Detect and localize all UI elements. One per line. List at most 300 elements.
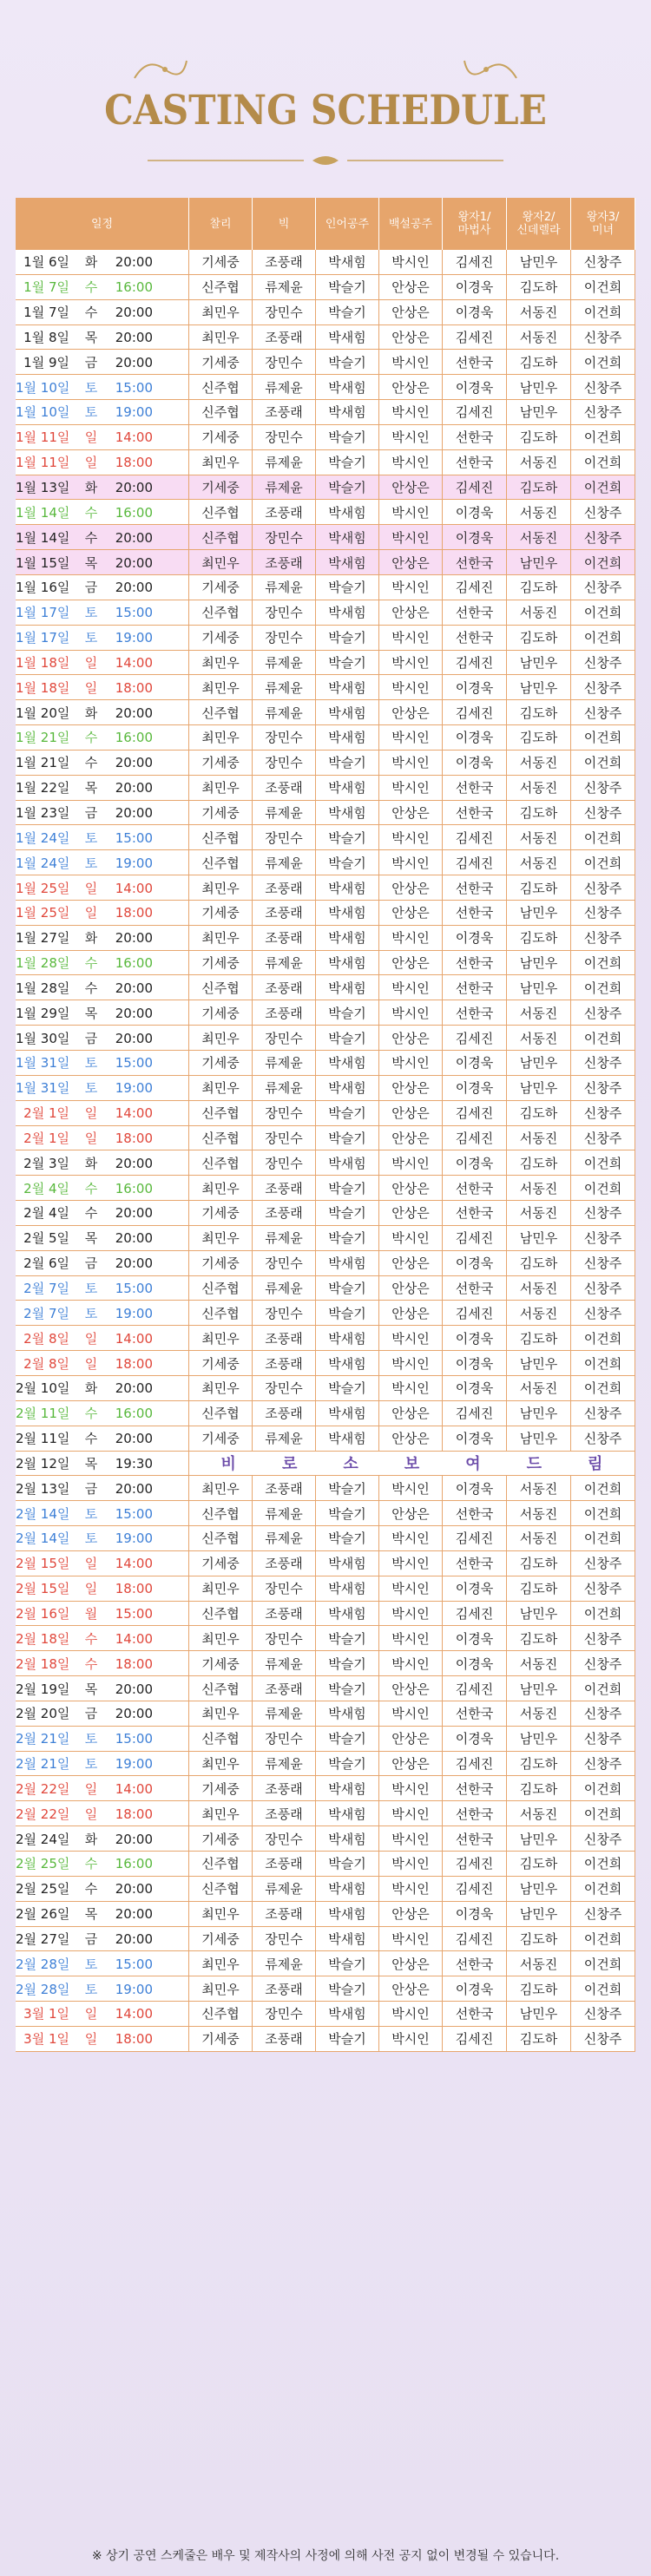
time-text: 16:00 — [115, 504, 153, 521]
cast-cell: 김세진 — [443, 1301, 507, 1326]
table-row — [16, 1801, 635, 1826]
cast-cell: 장민수 — [253, 1727, 316, 1752]
schedule-cell — [16, 1551, 189, 1576]
date-text: 1월 6일 — [23, 254, 69, 271]
cast-cell: 기세중 — [189, 1651, 253, 1676]
cast-cell: 서동진 — [507, 1501, 571, 1526]
schedule-cell — [16, 850, 189, 875]
table-row — [16, 2002, 635, 2027]
cast-cell: 서동진 — [507, 325, 571, 351]
day-text: 토 — [84, 1531, 98, 1547]
cast-cell: 남민우 — [507, 1076, 571, 1101]
cast-cell: 류제윤 — [253, 475, 316, 501]
day-text: 일 — [84, 1330, 98, 1347]
cast-cell: 신주협 — [189, 1401, 253, 1426]
table-row — [16, 400, 635, 425]
cast-cell: 최민우 — [189, 550, 253, 575]
cast-cell: 최민우 — [189, 1476, 253, 1501]
table-row — [16, 450, 635, 475]
day-text: 화 — [84, 1831, 98, 1847]
cast-cell: 박새힘 — [316, 400, 379, 425]
cast-cell: 박시인 — [379, 1051, 443, 1076]
date-text: 1월 28일 — [16, 980, 70, 996]
cast-cell: 박시인 — [379, 1526, 443, 1551]
time-text: 20:00 — [115, 354, 153, 370]
day-text: 토 — [84, 605, 98, 621]
cast-cell: 이건희 — [571, 1927, 635, 1952]
cast-cell: 박새힘 — [316, 550, 379, 575]
cast-cell: 박슬기 — [316, 1727, 379, 1752]
schedule-cell — [16, 450, 189, 475]
cast-cell: 안상은 — [379, 1752, 443, 1777]
schedule-cell — [16, 651, 189, 676]
cast-cell: 안상은 — [379, 600, 443, 626]
time-text: 15:00 — [115, 1055, 153, 1072]
time-text: 15:00 — [115, 605, 153, 621]
cast-cell: 박새힘 — [316, 1776, 379, 1801]
cast-cell: 최민우 — [189, 1226, 253, 1251]
cast-cell: 장민수 — [253, 525, 316, 550]
cast-cell: 박시인 — [379, 1351, 443, 1376]
cast-cell: 김도하 — [507, 1326, 571, 1351]
date-text: 1월 30일 — [16, 1030, 70, 1046]
date-text: 2월 25일 — [16, 1881, 70, 1898]
cast-cell: 최민우 — [189, 1076, 253, 1101]
cast-cell: 이건희 — [571, 725, 635, 751]
date-text: 1월 10일 — [16, 404, 70, 421]
table-row — [16, 250, 635, 275]
cast-cell: 안상은 — [379, 1401, 443, 1426]
cast-cell: 류제윤 — [253, 1501, 316, 1526]
cast-cell: 남민우 — [507, 651, 571, 676]
cast-cell: 장민수 — [253, 626, 316, 651]
cast-cell: 박슬기 — [316, 1976, 379, 2002]
cast-cell: 김세진 — [443, 1026, 507, 1051]
cast-cell: 류제윤 — [253, 275, 316, 300]
cast-cell: 신창주 — [571, 926, 635, 951]
table-row — [16, 1000, 635, 1026]
time-text: 19:00 — [115, 1080, 153, 1097]
cast-cell: 박슬기 — [316, 1201, 379, 1226]
cast-cell: 서동진 — [507, 1126, 571, 1151]
day-text: 일 — [84, 1355, 98, 1372]
day-text: 토 — [84, 379, 98, 396]
cast-cell: 김도하 — [507, 1101, 571, 1126]
date-text: 1월 8일 — [23, 329, 69, 345]
day-text: 금 — [84, 354, 98, 370]
table-row — [16, 1602, 635, 1627]
cast-cell: 서동진 — [507, 1801, 571, 1826]
cast-cell: 남민우 — [507, 2002, 571, 2027]
time-text: 18:00 — [115, 679, 153, 696]
cast-cell: 신창주 — [571, 1251, 635, 1276]
cast-cell: 신주협 — [189, 1727, 253, 1752]
cast-cell: 서동진 — [507, 751, 571, 776]
cast-cell: 박슬기 — [316, 1101, 379, 1126]
cast-cell: 안상은 — [379, 1026, 443, 1051]
cast-cell: 남민우 — [507, 550, 571, 575]
schedule-cell — [16, 1701, 189, 1727]
time-text: 20:00 — [115, 1906, 153, 1923]
cast-cell: 박슬기 — [316, 1126, 379, 1151]
cast-cell: 신창주 — [571, 1301, 635, 1326]
cast-cell: 박슬기 — [316, 1651, 379, 1676]
cast-cell: 박시인 — [379, 626, 443, 651]
date-text: 1월 7일 — [23, 279, 69, 296]
cast-cell: 이경욱 — [443, 926, 507, 951]
table-row — [16, 1877, 635, 1902]
cast-cell: 안상은 — [379, 1301, 443, 1326]
cast-cell: 박슬기 — [316, 350, 379, 375]
cast-cell: 박새힘 — [316, 1326, 379, 1351]
cast-cell: 김세진 — [443, 1226, 507, 1251]
day-text: 토 — [84, 1731, 98, 1747]
cast-cell: 신주협 — [189, 1602, 253, 1627]
cast-cell: 최민우 — [189, 1801, 253, 1826]
cast-cell: 선한국 — [443, 776, 507, 801]
cast-cell: 박슬기 — [316, 651, 379, 676]
schedule-cell — [16, 1276, 189, 1301]
cast-cell: 이건희 — [571, 850, 635, 875]
schedule-cell — [16, 1927, 189, 1952]
cast-cell: 이경욱 — [443, 1051, 507, 1076]
cast-cell: 신창주 — [571, 1226, 635, 1251]
cast-cell: 이건희 — [571, 425, 635, 450]
schedule-cell — [16, 1501, 189, 1526]
cast-cell: 이건희 — [571, 1326, 635, 1351]
schedule-cell — [16, 1301, 189, 1326]
time-text: 18:00 — [115, 1355, 153, 1372]
cast-cell: 기세중 — [189, 801, 253, 826]
cast-cell: 선한국 — [443, 2002, 507, 2027]
cast-cell: 박슬기 — [316, 1476, 379, 1501]
cast-cell: 장민수 — [253, 751, 316, 776]
cast-cell: 신창주 — [571, 1576, 635, 1602]
cast-cell: 기세중 — [189, 575, 253, 600]
cast-cell: 기세중 — [189, 2027, 253, 2052]
date-text: 2월 1일 — [23, 1105, 69, 1122]
cast-cell: 박새힘 — [316, 1351, 379, 1376]
schedule-cell — [16, 1602, 189, 1627]
time-text: 16:00 — [115, 1406, 153, 1422]
time-text: 15:00 — [115, 829, 153, 846]
cast-cell: 이건희 — [571, 1476, 635, 1501]
day-text: 수 — [84, 1856, 98, 1872]
cast-cell: 박새힘 — [316, 325, 379, 351]
schedule-cell — [16, 1526, 189, 1551]
cast-cell: 박새힘 — [316, 1801, 379, 1826]
schedule-cell — [16, 1877, 189, 1902]
cast-cell: 박시인 — [379, 675, 443, 700]
cast-cell: 박새힘 — [316, 250, 379, 275]
header-cell: 찰리 — [189, 198, 253, 250]
table-row — [16, 425, 635, 450]
cast-cell: 김도하 — [507, 350, 571, 375]
table-row — [16, 825, 635, 850]
cast-cell: 최민우 — [189, 1626, 253, 1651]
cast-cell: 서동진 — [507, 1951, 571, 1976]
cast-cell: 류제윤 — [253, 1226, 316, 1251]
cast-cell: 박슬기 — [316, 2027, 379, 2052]
cast-cell: 박시인 — [379, 1776, 443, 1801]
cast-cell: 박슬기 — [316, 1276, 379, 1301]
cast-cell: 박시인 — [379, 1701, 443, 1727]
table-row — [16, 1676, 635, 1701]
cast-cell: 안상은 — [379, 475, 443, 501]
cast-cell: 신창주 — [571, 875, 635, 901]
cast-cell: 김세진 — [443, 1752, 507, 1777]
schedule-cell — [16, 1801, 189, 1826]
date-text: 1월 27일 — [16, 930, 70, 947]
schedule-cell — [16, 1150, 189, 1176]
schedule-cell — [16, 325, 189, 351]
cast-cell: 신창주 — [571, 1126, 635, 1151]
day-text: 수 — [84, 755, 98, 771]
cast-cell: 김도하 — [507, 1927, 571, 1952]
cast-cell: 장민수 — [253, 1301, 316, 1326]
cast-cell: 김세진 — [443, 1126, 507, 1151]
cast-cell: 안상은 — [379, 1101, 443, 1126]
cast-cell: 기세중 — [189, 751, 253, 776]
cast-cell: 김세진 — [443, 651, 507, 676]
cast-cell: 신창주 — [571, 2002, 635, 2027]
cast-cell: 기세중 — [189, 475, 253, 501]
schedule-cell — [16, 725, 189, 751]
cast-cell: 최민우 — [189, 1176, 253, 1201]
table-row — [16, 2027, 635, 2052]
cast-cell: 박새힘 — [316, 901, 379, 926]
cast-cell: 서동진 — [507, 1276, 571, 1301]
cast-cell: 박슬기 — [316, 275, 379, 300]
cast-cell: 최민우 — [189, 325, 253, 351]
cast-cell: 안상은 — [379, 325, 443, 351]
date-text: 2월 13일 — [16, 1480, 70, 1497]
cast-cell: 남민우 — [507, 1426, 571, 1452]
cast-cell: 이경욱 — [443, 1376, 507, 1401]
cast-cell: 조풍래 — [253, 2027, 316, 2052]
cast-cell: 최민우 — [189, 300, 253, 325]
cast-cell: 조풍래 — [253, 1976, 316, 2002]
day-text: 금 — [84, 1255, 98, 1272]
date-text: 2월 20일 — [16, 1706, 70, 1722]
date-text: 1월 29일 — [16, 1005, 70, 1021]
day-text: 수 — [84, 1406, 98, 1422]
table-row — [16, 776, 635, 801]
cast-cell: 남민우 — [507, 1877, 571, 1902]
day-text: 일 — [84, 2006, 98, 2022]
table-row — [16, 951, 635, 976]
cast-cell: 장민수 — [253, 1376, 316, 1401]
table-row — [16, 1276, 635, 1301]
cast-cell: 박슬기 — [316, 1752, 379, 1777]
date-text: 2월 18일 — [16, 1655, 70, 1672]
cast-cell: 신창주 — [571, 1000, 635, 1026]
cast-cell: 신창주 — [571, 1201, 635, 1226]
schedule-cell — [16, 901, 189, 926]
schedule-cell — [16, 1902, 189, 1927]
cast-cell: 최민우 — [189, 450, 253, 475]
cast-cell: 선한국 — [443, 1176, 507, 1201]
date-text: 2월 4일 — [23, 1180, 69, 1196]
schedule-cell — [16, 375, 189, 400]
cast-cell: 이건희 — [571, 825, 635, 850]
time-text: 20:00 — [115, 780, 153, 796]
cast-cell: 류제윤 — [253, 951, 316, 976]
time-text: 20:00 — [115, 930, 153, 947]
day-text: 토 — [84, 1281, 98, 1297]
time-text: 19:00 — [115, 630, 153, 646]
date-text: 2월 18일 — [16, 1630, 70, 1647]
cast-cell: 최민우 — [189, 1752, 253, 1777]
cast-cell: 최민우 — [189, 1976, 253, 2002]
date-text: 2월 3일 — [23, 1155, 69, 1171]
cast-cell: 이건희 — [571, 975, 635, 1000]
date-text: 2월 22일 — [16, 1780, 70, 1797]
cast-cell: 서동진 — [507, 1000, 571, 1026]
time-text: 20:00 — [115, 329, 153, 345]
cast-cell: 이경욱 — [443, 1351, 507, 1376]
date-text: 2월 26일 — [16, 1906, 70, 1923]
cast-cell: 이경욱 — [443, 751, 507, 776]
cast-cell: 박새힘 — [316, 375, 379, 400]
day-text: 목 — [84, 1005, 98, 1021]
cast-cell: 박슬기 — [316, 1176, 379, 1201]
table-row — [16, 725, 635, 751]
cast-cell: 신창주 — [571, 1752, 635, 1777]
time-text: 20:00 — [115, 1681, 153, 1697]
schedule-cell — [16, 1000, 189, 1026]
cast-cell: 조풍래 — [253, 1000, 316, 1026]
cast-cell: 기세중 — [189, 951, 253, 976]
date-text: 2월 16일 — [16, 1605, 70, 1622]
day-text: 금 — [84, 1480, 98, 1497]
cast-cell: 이경욱 — [443, 1426, 507, 1452]
cast-cell: 박시인 — [379, 1226, 443, 1251]
cast-cell: 신주협 — [189, 600, 253, 626]
cast-cell: 기세중 — [189, 626, 253, 651]
cast-cell: 박시인 — [379, 350, 443, 375]
cast-cell: 류제윤 — [253, 850, 316, 875]
cast-cell: 선한국 — [443, 951, 507, 976]
date-text: 1월 21일 — [16, 730, 70, 746]
cast-cell: 박시인 — [379, 926, 443, 951]
cast-cell: 류제윤 — [253, 1076, 316, 1101]
cast-cell: 박새힘 — [316, 1576, 379, 1602]
schedule-cell — [16, 1126, 189, 1151]
cast-cell: 박새힘 — [316, 600, 379, 626]
time-text: 20:00 — [115, 480, 153, 496]
table-row — [16, 1026, 635, 1051]
table-row — [16, 1576, 635, 1602]
cast-cell: 박새힘 — [316, 1051, 379, 1076]
cast-cell: 안상은 — [379, 1176, 443, 1201]
cast-cell: 류제윤 — [253, 1526, 316, 1551]
cast-cell: 박시인 — [379, 2027, 443, 2052]
schedule-cell — [16, 275, 189, 300]
date-text: 1월 16일 — [16, 580, 70, 596]
ornament-line — [148, 152, 503, 169]
cast-cell: 조풍래 — [253, 1351, 316, 1376]
time-text: 20:00 — [115, 580, 153, 596]
schedule-cell — [16, 975, 189, 1000]
cast-cell: 최민우 — [189, 875, 253, 901]
cast-cell: 이건희 — [571, 600, 635, 626]
day-text: 일 — [84, 905, 98, 921]
cast-cell: 조풍래 — [253, 250, 316, 275]
cast-cell: 신주협 — [189, 275, 253, 300]
cast-cell: 김도하 — [507, 1752, 571, 1777]
cast-cell: 박새힘 — [316, 951, 379, 976]
cast-cell: 신창주 — [571, 1701, 635, 1727]
cast-cell: 서동진 — [507, 1026, 571, 1051]
cast-cell: 이건희 — [571, 626, 635, 651]
cast-cell: 조풍래 — [253, 1326, 316, 1351]
day-text: 토 — [84, 630, 98, 646]
cast-cell: 신창주 — [571, 2027, 635, 2052]
day-text: 목 — [84, 1230, 98, 1247]
cast-cell: 조풍래 — [253, 550, 316, 575]
cast-cell: 안상은 — [379, 1426, 443, 1452]
day-text: 화 — [84, 705, 98, 721]
time-text: 18:00 — [115, 905, 153, 921]
cast-cell: 서동진 — [507, 1176, 571, 1201]
cast-cell: 신창주 — [571, 575, 635, 600]
day-text: 일 — [84, 880, 98, 896]
table-row — [16, 475, 635, 501]
table-row — [16, 275, 635, 300]
cast-cell: 이건희 — [571, 1176, 635, 1201]
day-text: 수 — [84, 1180, 98, 1196]
table-row — [16, 850, 635, 875]
cast-cell: 안상은 — [379, 375, 443, 400]
day-text: 토 — [84, 855, 98, 871]
cast-cell: 박새힘 — [316, 926, 379, 951]
special-char: 여 — [465, 1455, 481, 1474]
cast-cell: 이경욱 — [443, 1476, 507, 1501]
cast-cell: 박새힘 — [316, 975, 379, 1000]
cast-cell: 기세중 — [189, 1426, 253, 1452]
cast-cell: 박새힘 — [316, 1426, 379, 1452]
cast-cell: 안상은 — [379, 1501, 443, 1526]
day-text: 일 — [84, 1581, 98, 1597]
cast-cell: 이경욱 — [443, 375, 507, 400]
day-text: 금 — [84, 1030, 98, 1046]
cast-cell: 이건희 — [571, 1501, 635, 1526]
cast-cell: 조풍래 — [253, 500, 316, 525]
date-text: 1월 14일 — [16, 529, 70, 546]
time-text: 16:00 — [115, 955, 153, 972]
cast-cell: 신창주 — [571, 1426, 635, 1452]
time-text: 20:00 — [115, 554, 153, 571]
cast-cell: 류제윤 — [253, 1877, 316, 1902]
cast-cell: 안상은 — [379, 875, 443, 901]
cast-cell: 신주협 — [189, 1676, 253, 1701]
table-row — [16, 1727, 635, 1752]
schedule-cell — [16, 1826, 189, 1852]
day-text: 수 — [84, 1630, 98, 1647]
cast-cell: 장민수 — [253, 2002, 316, 2027]
cast-cell: 이건희 — [571, 1976, 635, 2002]
cast-cell: 이건희 — [571, 1951, 635, 1976]
cast-cell: 안상은 — [379, 275, 443, 300]
cast-cell: 김세진 — [443, 250, 507, 275]
schedule-cell — [16, 801, 189, 826]
cast-cell: 이경욱 — [443, 1150, 507, 1176]
table-row — [16, 325, 635, 351]
date-text: 2월 25일 — [16, 1856, 70, 1872]
cast-cell: 신주협 — [189, 375, 253, 400]
cast-cell: 서동진 — [507, 300, 571, 325]
